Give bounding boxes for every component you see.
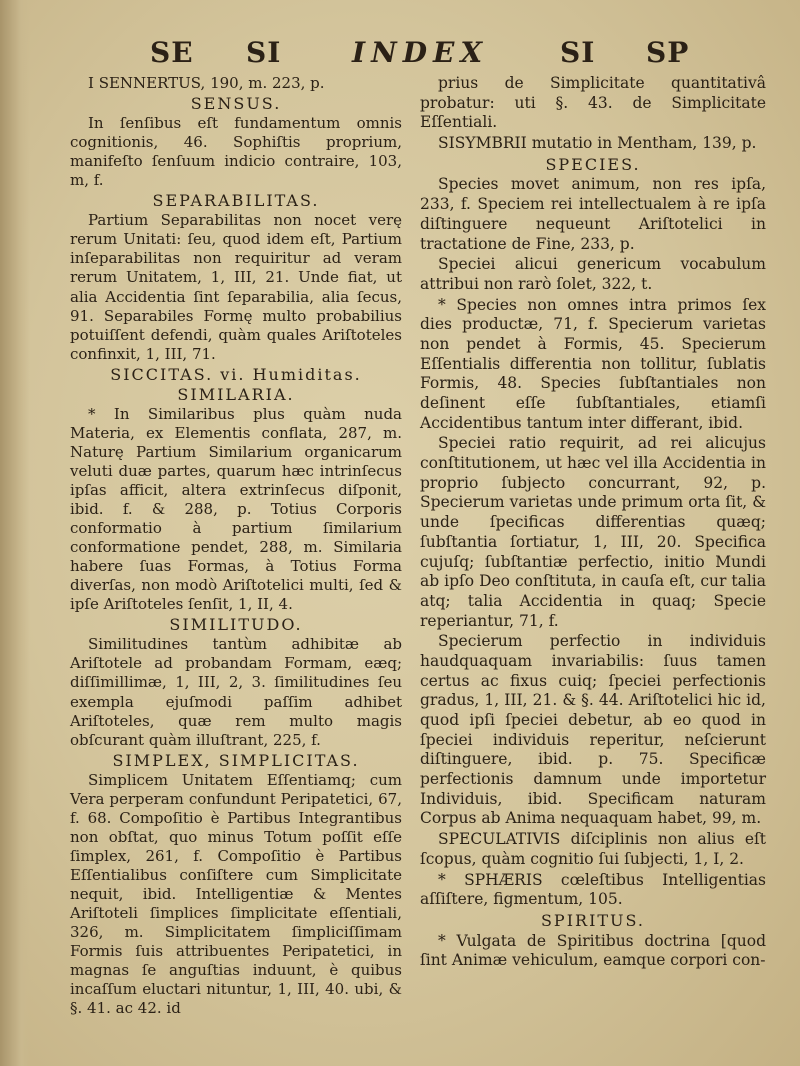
running-head xyxy=(0,36,800,72)
index-entry: * Vulgata de Spiritibus doctrina [quod ſint Animæ vehiculum, eamque corpori con- xyxy=(420,931,766,970)
running-head-left-abbr-1: SE xyxy=(150,36,194,69)
index-entry: Species movet animum, non res ipſa, 233, f. Speciem rei intellectualem à re ipſa diſtinguere nequeunt Ariſtotelici in tractatione de Fine, 233, p. xyxy=(420,175,766,253)
index-entry: Simplicem Unitatem Eſſentiamq; cum Vera perperam confundunt Peripatetici, 67, f. 68. Compoſitio è Partibus Integrantibus non obſtat, quo minus Totum poſſit eſſe ſimplex, 261, f. Compoſitio è Partibus Eſſentialibus conſiſtere cum Simplicitate nequit, ibid. Intelligentiæ & Mentes Ariſtoteli ſimplices ſimplicitate eſſentiali, 326, m. Simplicitatem ſimpliciſſimam Formis ſuis attribuentes Peripatetici, in magnas ſe anguſtias induunt, è quibus incaſſum eluctari nituntur, 1, III, 40. ubi, & §. 41. ac 42. id xyxy=(70,770,402,1018)
index-heading: SPIRITUS. xyxy=(540,910,646,930)
right-column xyxy=(420,74,766,972)
index-entry: I SENNERTUS, 190, m. 223, p. xyxy=(88,74,325,92)
index-entry: SISYMBRII mutatio in Mentham, 139, p. xyxy=(438,134,757,153)
index-entry: Specierum perfectio in individuis haudquaquam invariabilis: ſuus tamen certus ac fixus cuiq; ſpeciei perfectionis gradus, 1, III, 21. & §. 44. Ariſtotelici hic id, quod ipſi ſpeciei debetur, ab eo quod in ſpeciei individuis reperitur, neſcierunt diſtinguere, ibid. p. 75. Specificæ perfectionis damnum unde importetur Individuis, ibid. Specificam naturam Corpus ab Anima nequaquam habet, 99, m. xyxy=(420,632,766,828)
index-entry: * Species non omnes intra primos ſex dies productæ, 71, f. Specierum varietas non pendet à Formis, 45. Specierum Eſſentialis differentia non tollitur, ſublatis Formis, 48. Species ſubſtantiales non deſinent eſſe ſubſtantiales, etiamſi Accidentibus tantum inter differant, ibid. xyxy=(420,295,766,432)
running-head-right-abbr-2: SP xyxy=(646,36,690,69)
index-heading: SENSUS. xyxy=(190,94,282,114)
index-entry: Speciei alicui genericum vocabulum attribui non rarò ſolet, 322, t. xyxy=(420,255,766,293)
index-heading: SIMILITUDO. xyxy=(169,615,303,635)
running-head-right-abbr-1: SI xyxy=(560,36,596,69)
index-entry: * In Similaribus plus quàm nuda Materia, ex Elementis conflata, 287, m. Naturę Partium Similarium organicarum veluti duæ partes, quarum hæc intrinſecus ipſas afficit, altera extrinſecus diſponit, ibid. f. & 288, p. Totius Corporis conformatio à partium ſimilarium conformatione pendet, 288, m. Similaria habere ſuas Formas, à Totius Forma diverſas, non modò Ariſtotelici multi, ſed & ipſe Ariſtoteles ſenſit, 1, II, 4. xyxy=(70,404,402,614)
index-heading: SICCITAS. vi. Humiditas. xyxy=(110,364,362,384)
index-entry: In ſenſibus eſt fundamentum omnis cognitionis, 46. Sophiſtis proprium, manifeſto ſenſuum indicio contraire, 103, m, f. xyxy=(70,114,402,190)
left-column xyxy=(70,74,402,1019)
index-entry: prius de Simplicitate quantitativâ probatur: uti §. 43. de Simplicitate Eſſentiali. xyxy=(420,74,766,132)
index-heading: SIMPLEX, SIMPLICITAS. xyxy=(112,750,360,770)
running-head-left-abbr-2: SI xyxy=(246,36,282,69)
index-entry: Partium Separabilitas non nocet verę rerum Unitati: ſeu, quod idem eſt, Partium inſeparabilitas non requiritur ad veram rerum Unitatem, 1, III, 21. Unde fiat, ut alia Accidentia ſint ſeparabilia, alia ſecus, 91. Separabiles Formę multo probabilius potuiſſent defendi, quàm quales Ariſtoteles confinxit, 1, III, 71. xyxy=(70,211,402,363)
index-heading: SEPARABILITAS. xyxy=(152,191,320,211)
index-heading: SIMILARIA. xyxy=(177,384,295,404)
index-entry: SPECULATIVIS diſciplinis non alius eſt ſcopus, quàm cognitio ſui ſubjecti, 1, I, 2. xyxy=(420,830,766,868)
running-head-title: INDEX xyxy=(352,36,489,69)
index-entry: Similitudines tantùm adhibitæ ab Ariſtotele ad probandam Formam, eæq; diſſimillimæ, 1, III, 2, 3. ſimilitudines ſeu exempla ejuſmodi paſſim adhibet Ariſtoteles, quæ rem multo magis obſcurant quàm illuſtrant, 225, f. xyxy=(70,635,402,749)
index-entry: * SPHÆRIS cœleſtibus Intelligentias aſſiſtere, figmentum, 105. xyxy=(420,870,766,909)
page-gutter-shadow xyxy=(0,0,30,1066)
index-heading: SPECIES. xyxy=(545,154,641,174)
index-entry: Speciei ratio requirit, ad rei alicujus conſtitutionem, ut hæc vel illa Accidentia in proprio ſubjecto concurrant, 92, p. Specierum varietas unde primum orta ſit, & unde ſpecificas differentias quæq; ſubſtantia ſortiatur, 1, III, 20. Specifica cujuſq; ſubſtantiæ perfectio, initio Mundi ab ipſo Deo conſtituta, in cauſa eſt, cur talia atq; talia Accidentia in quaq; Specie reperiantur, 71, f. xyxy=(420,434,766,630)
